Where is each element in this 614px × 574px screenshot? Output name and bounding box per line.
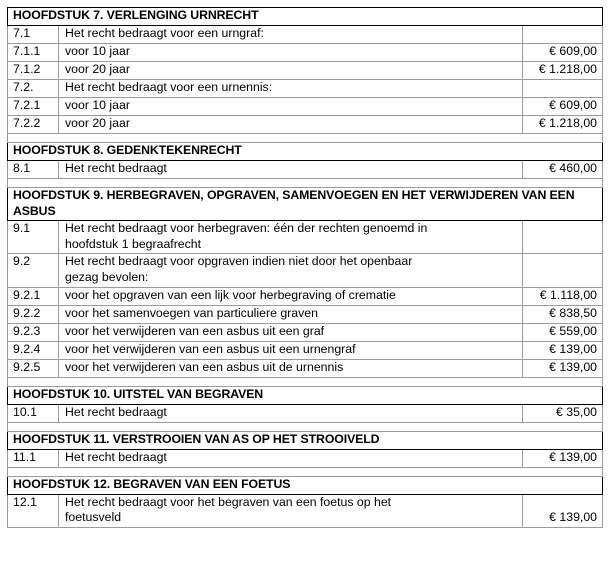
row-price: € 838,50 xyxy=(523,305,603,323)
table-row xyxy=(8,404,603,422)
section-heading-text: HOOFDSTUK 9. HERBEGRAVEN, OPGRAVEN, SAMENVOEGEN EN HET VERWIJDEREN VAN EEN ASBUS xyxy=(8,188,603,221)
table-row xyxy=(8,359,603,377)
table-row xyxy=(8,80,603,98)
section-spacer xyxy=(8,134,603,143)
row-description xyxy=(59,494,523,527)
row-description: Het recht bedraagt xyxy=(59,449,523,467)
row-description: Het recht bedraagt voor een urngraf: xyxy=(59,26,523,44)
spacer-cell xyxy=(8,422,59,431)
row-description: Het recht bedraagt voor een urnennis: xyxy=(59,80,523,98)
row-code: 9.2.3 xyxy=(8,323,59,341)
row-price xyxy=(523,80,603,98)
spacer-cell xyxy=(523,134,603,143)
spacer-cell xyxy=(523,179,603,188)
row-code: 10.1 xyxy=(8,404,59,422)
spacer-cell xyxy=(8,377,59,386)
section-header-hoofdstuk-11 xyxy=(8,431,603,449)
section-header-hoofdstuk-12 xyxy=(8,476,603,494)
section-spacer xyxy=(8,179,603,188)
table-row xyxy=(8,221,603,254)
row-description-line-2: hoofdstuk 1 begraafrecht xyxy=(65,236,202,251)
row-price xyxy=(523,221,603,254)
section-heading-text: HOOFDSTUK 7. VERLENGING URNRECHT xyxy=(8,8,603,26)
row-code: 11.1 xyxy=(8,449,59,467)
row-description-line-1: Het recht bedraagt voor het begraven van een foetus op het xyxy=(65,494,392,509)
row-description: voor 20 jaar xyxy=(59,62,523,80)
section-heading-text: HOOFDSTUK 8. GEDENKTEKENRECHT xyxy=(8,143,603,161)
row-price: € 35,00 xyxy=(523,404,603,422)
section-spacer xyxy=(8,467,603,476)
row-code: 9.2 xyxy=(8,254,59,287)
row-code: 12.1 xyxy=(8,494,59,527)
row-code: 9.1 xyxy=(8,221,59,254)
table-row xyxy=(8,254,603,287)
section-spacer xyxy=(8,377,603,386)
section-header-hoofdstuk-8 xyxy=(8,143,603,161)
spacer-cell xyxy=(59,134,523,143)
row-description: voor 10 jaar xyxy=(59,44,523,62)
table-row xyxy=(8,26,603,44)
row-price: € 559,00 xyxy=(523,323,603,341)
table-row xyxy=(8,449,603,467)
row-code: 9.2.5 xyxy=(8,359,59,377)
row-code: 9.2.1 xyxy=(8,287,59,305)
row-code: 7.2.1 xyxy=(8,98,59,116)
row-description: Het recht bedraagt xyxy=(59,161,523,179)
row-price: € 1.218,00 xyxy=(523,62,603,80)
row-description-line-2: gezag bevolen: xyxy=(65,269,149,284)
table-row xyxy=(8,305,603,323)
row-description: voor het verwijderen van een asbus uit een urnengraf xyxy=(59,341,523,359)
section-header-hoofdstuk-7 xyxy=(8,8,603,26)
row-description-line-2: foetusveld xyxy=(65,510,122,525)
spacer-cell xyxy=(523,467,603,476)
row-price: € 139,00 xyxy=(523,359,603,377)
table-row xyxy=(8,323,603,341)
row-description: voor het samenvoegen van particuliere graven xyxy=(59,305,523,323)
row-code: 7.1.1 xyxy=(8,44,59,62)
row-code: 8.1 xyxy=(8,161,59,179)
row-price: € 609,00 xyxy=(523,98,603,116)
row-description: voor het opgraven van een lijk voor herbegraving of crematie xyxy=(59,287,523,305)
row-description-line-1: Het recht bedraagt voor opgraven indien niet door het openbaar xyxy=(65,254,413,269)
row-price xyxy=(523,254,603,287)
row-code: 7.2.2 xyxy=(8,116,59,134)
row-price: € 139,00 xyxy=(523,341,603,359)
row-code: 7.1 xyxy=(8,26,59,44)
row-description-line-1: Het recht bedraagt voor herbegraven: één der rechten genoemd in xyxy=(65,221,428,236)
spacer-cell xyxy=(59,422,523,431)
row-description: voor het verwijderen van een asbus uit de urnennis xyxy=(59,359,523,377)
section-heading-text: HOOFDSTUK 10. UITSTEL VAN BEGRAVEN xyxy=(8,386,603,404)
row-description: voor 10 jaar xyxy=(59,98,523,116)
row-code: 7.2. xyxy=(8,80,59,98)
row-code: 7.1.2 xyxy=(8,62,59,80)
row-description xyxy=(59,254,523,287)
spacer-cell xyxy=(8,134,59,143)
section-heading-text: HOOFDSTUK 11. VERSTROOIEN VAN AS OP HET STROOIVELD xyxy=(8,431,603,449)
spacer-cell xyxy=(8,467,59,476)
table-row xyxy=(8,62,603,80)
spacer-cell xyxy=(59,467,523,476)
spacer-cell xyxy=(523,377,603,386)
row-description: voor 20 jaar xyxy=(59,116,523,134)
table-row xyxy=(8,341,603,359)
spacer-cell xyxy=(523,422,603,431)
table-row xyxy=(8,494,603,527)
spacer-cell xyxy=(59,377,523,386)
section-spacer xyxy=(8,422,603,431)
row-price xyxy=(523,26,603,44)
spacer-cell xyxy=(59,179,523,188)
table-row xyxy=(8,161,603,179)
table-row xyxy=(8,287,603,305)
row-description xyxy=(59,221,523,254)
section-header-hoofdstuk-9 xyxy=(8,188,603,221)
section-header-hoofdstuk-10 xyxy=(8,386,603,404)
row-price: € 1.218,00 xyxy=(523,116,603,134)
table-row xyxy=(8,98,603,116)
row-description: Het recht bedraagt xyxy=(59,404,523,422)
table-row xyxy=(8,44,603,62)
spacer-cell xyxy=(8,179,59,188)
row-price: € 609,00 xyxy=(523,44,603,62)
row-price: € 460,00 xyxy=(523,161,603,179)
row-code: 9.2.2 xyxy=(8,305,59,323)
table-row xyxy=(8,116,603,134)
row-price: € 139,00 xyxy=(523,449,603,467)
row-price: € 1.118,00 xyxy=(523,287,603,305)
row-code: 9.2.4 xyxy=(8,341,59,359)
row-price: € 139,00 xyxy=(523,494,603,527)
section-heading-text: HOOFDSTUK 12. BEGRAVEN VAN EEN FOETUS xyxy=(8,476,603,494)
row-description: voor het verwijderen van een asbus uit een graf xyxy=(59,323,523,341)
tariff-table xyxy=(7,7,603,528)
